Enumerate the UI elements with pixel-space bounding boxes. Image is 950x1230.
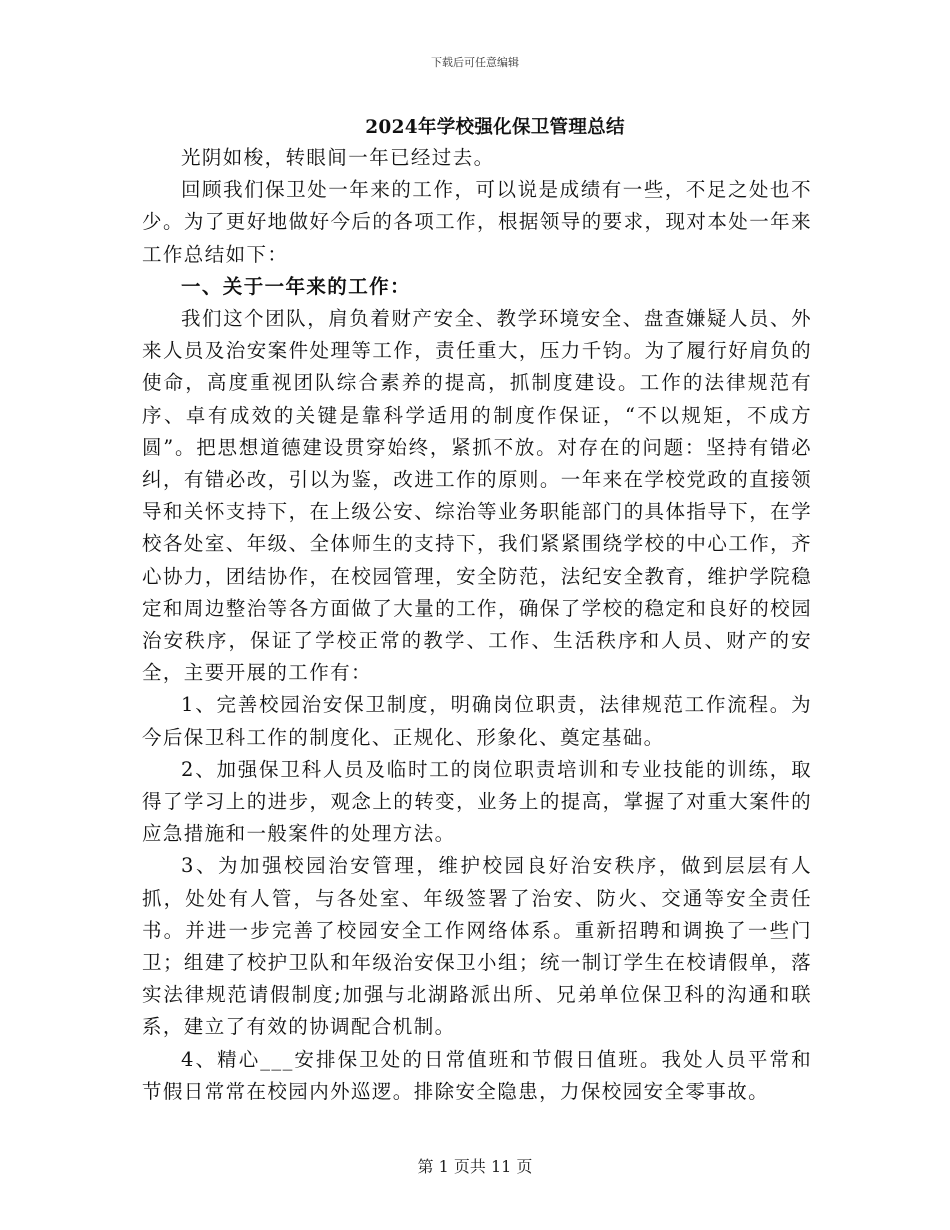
document-title: 2024年学校强化保卫管理总结 [365,117,625,138]
document-body [142,142,812,1108]
overview-paragraph: 回顾我们保卫处一年来的工作，可以说是成绩有一些，不足之处也不少。为了更好地做好今后的各项工作，根据领导的要求，现对本处一年来工作总结如下： [142,178,812,266]
team-work-paragraph: 我们这个团队，肩负着财产安全、教学环境安全、盘查嫌疑人员、外来人员及治安案件处理等工作，责任重大，压力千钧。为了履行好肩负的使命，高度重视团队综合素养的提高，抓制度建设。工作的法律规范有序、卓有成效的关键是靠科学适用的制度作保证，“不以规矩，不成方圆”。把思想道德建设贯穿始终，紧抓不放。对存在的问题：坚持有错必纠，有错必改，引以为鉴，改进工作的原则。一年来在学校党政的直接领导和关怀支持下，在上级公安、综治等业务职能部门的具体指导下，在学校各处室、年级、全体师生的支持下，我们紧紧围绕学校的中心工作，齐心协力，团结协作，在校园管理，安全防范，法纪安全教育，维护学院稳定和周边整治等各方面做了大量的工作，确保了学校的稳定和良好的校园治安秩序，保证了学校正常的教学、工作、生活秩序和人员、财产的安全，主要开展的工作有： [142,307,812,685]
intro-paragraph: 光阴如梭，转眼间一年已经过去。 [181,146,495,169]
page-number-footer: 第 1 页共 11 页 [417,1157,533,1176]
section-heading: 一、关于一年来的工作： [181,274,411,298]
item-1-paragraph: 1、完善校园治安保卫制度，明确岗位职责，法律规范工作流程。为今后保卫科工作的制度化、正规化、形象化、奠定基础。 [142,693,812,749]
item-4-paragraph: 4、精心___安排保卫处的日常值班和节假日值班。我处人员平常和节假日常常在校园内外巡逻。排除安全隐患，力保校园安全零事故。 [142,1047,812,1103]
item-2-paragraph: 2、加强保卫科人员及临时工的岗位职责培训和专业技能的训练，取得了学习上的进步，观念上的转变，业务上的提高，掌握了对重大案件的应急措施和一般案件的处理方法。 [142,757,812,846]
item-3-paragraph: 3、为加强校园治安管理，维护校园良好治安秩序，做到层层有人抓，处处有人管，与各处室、年级签署了治安、防火、交通等安全责任书。并进一步完善了校园安全工作网络体系。重新招聘和调换了一些门卫；组建了校护卫队和年级治安保卫小组；统一制订学生在校请假单，落实法律规范请假制度;加强与北湖路派出所、兄弟单位保卫科的沟通和联系，建立了有效的协调配合机制。 [142,854,812,1039]
header-note: 下载后可任意编辑 [431,56,519,69]
